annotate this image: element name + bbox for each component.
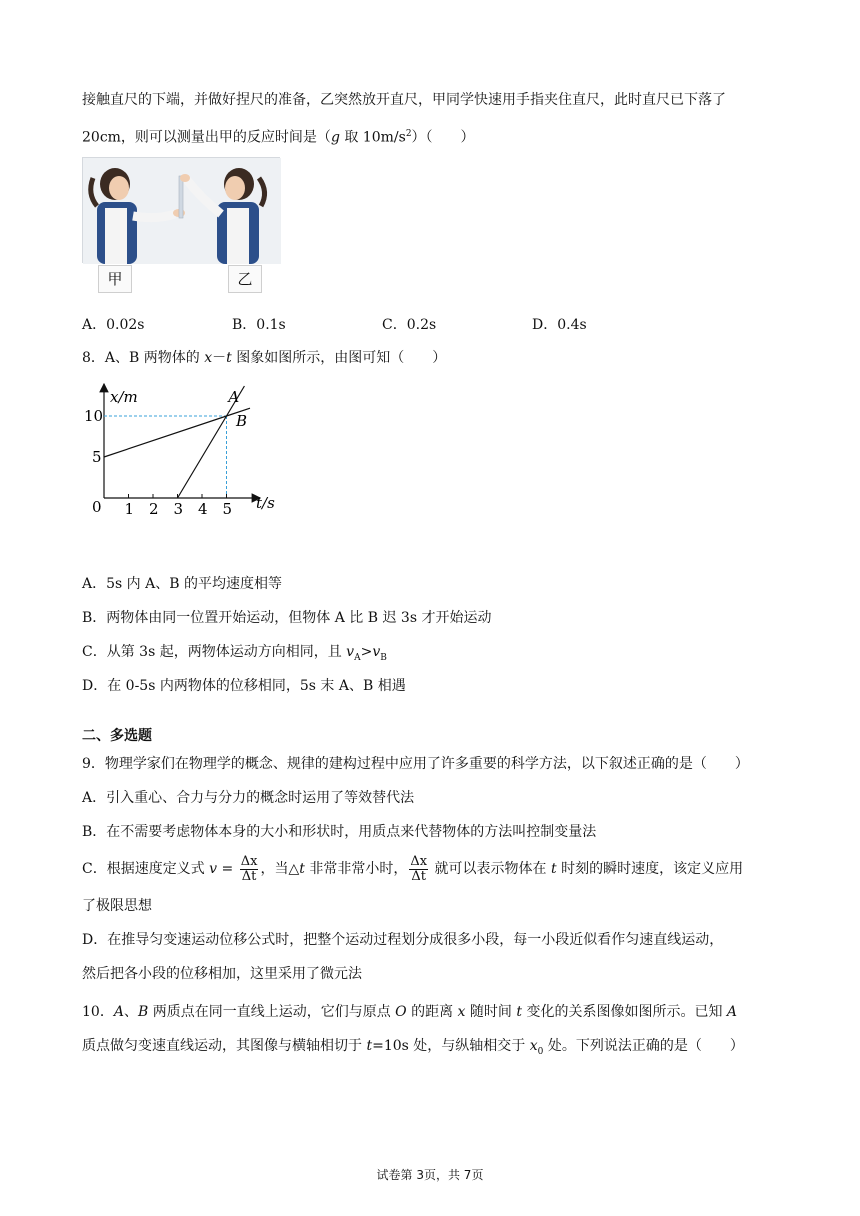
x-tick-label: 2 — [149, 500, 159, 518]
x-axis-label: t/s — [256, 494, 275, 512]
x-tick-label: 5 — [222, 500, 233, 518]
y-tick-label: 10 — [84, 407, 104, 425]
xt-graph-svg — [82, 380, 282, 520]
q9-stem: 9．物理学家们在物理学的概念、规律的建构过程中应用了许多重要的科学方法，以下叙述正确的是（ ） — [82, 756, 749, 772]
q8-stem: 8．A、B 两物体的 x－t 图象如图所示，由图可知（ ） — [82, 350, 447, 366]
q8-option-b[interactable]: B．两物体由同一位置开始运动，但物体 A 比 B 迟 3s 才开始运动 — [82, 610, 492, 626]
q9-option-b[interactable]: B．在不需要考虑物体本身的大小和形状时，用质点来代替物体的方法叫控制变量法 — [82, 824, 597, 840]
delta-fraction-1: $\frac{\Delta x}{\Delta t}$ — [240, 853, 258, 884]
series-label-b: B — [236, 412, 248, 431]
photo-label-yi: 乙 — [228, 265, 262, 293]
q7-line-1: 接触直尺的下端，并做好捏尺的准备，乙突然放开直尺，甲同学快速用手指夹住直尺，此时直尺已下落了 — [82, 92, 726, 108]
q9-option-c[interactable]: C．根据速度定义式 v = $\frac{\Delta x}{\Delta t}$ ，当△t 非常非常小时， $\frac{\Delta x}{\Delta t}$ 就可以表示物体在 t 时刻的瞬时速度，该定义应用 — [82, 853, 744, 884]
section-heading: 二、多选题 — [82, 728, 152, 744]
two-students-illustration — [83, 158, 281, 264]
page-footer: 试卷第 3页，共 7页 — [376, 1168, 484, 1182]
y-axis-label: x/m — [110, 388, 138, 406]
origin-label: 0 — [92, 498, 102, 516]
x-tick-label: 1 — [124, 500, 135, 518]
q10-stem-line-2: 质点做匀变速直线运动，其图像与横轴相切于 t=10s 处，与纵轴相交于 $x_0$ 处。下列说法正确的是（ ） — [82, 1038, 744, 1057]
q9-option-d[interactable]: D．在推导匀变速运动位移公式时，把整个运动过程划分成很多小段，每一小段近似看作匀速直线运动， — [82, 932, 724, 948]
q8-option-a[interactable]: A．5s 内 A、B 的平均速度相等 — [82, 576, 282, 592]
reaction-time-photo — [82, 157, 280, 295]
q8-option-c[interactable]: C．从第 3s 起，两物体运动方向相同，且 $v_A>v_B$ — [82, 644, 387, 663]
q7-option-b[interactable]: B．0.1s — [232, 317, 286, 333]
q7-option-c[interactable]: C．0.2s — [382, 317, 437, 333]
q9-option-d-line-2: 然后把各小段的位移相加，这里采用了微元法 — [82, 966, 362, 982]
y-tick-label: 5 — [92, 448, 102, 466]
q7-line-2: 20cm，则可以测量出甲的反应时间是（g 取 $10m/s^2$）（ ） — [82, 129, 475, 146]
delta-fraction-2: $\frac{\Delta x}{\Delta t}$ — [410, 853, 428, 884]
x-tick-label: 4 — [198, 500, 208, 518]
q7-option-a[interactable]: A．0.02s — [82, 317, 145, 333]
xt-graph — [82, 380, 282, 520]
x-tick-label: 3 — [173, 500, 184, 518]
q8-option-d[interactable]: D．在 0-5s 内两物体的位移相同，5s 末 A、B 相遇 — [82, 678, 406, 694]
photo-scene — [82, 157, 280, 263]
series-line-b — [104, 408, 250, 457]
q9-option-c-line-2: 了极限思想 — [82, 898, 152, 914]
photo-label-jia: 甲 — [98, 265, 132, 293]
series-label-a: A — [228, 388, 240, 406]
q7-option-d[interactable]: D．0.4s — [532, 317, 587, 333]
q10-stem-line-1: 10．A、B 两质点在同一直线上运动，它们与原点 O 的距离 x 随时间 t 变化的关系图像如图所示。已知 A — [82, 1004, 738, 1020]
q9-option-a[interactable]: A．引入重心、合力与分力的概念时运用了等效替代法 — [82, 790, 415, 806]
